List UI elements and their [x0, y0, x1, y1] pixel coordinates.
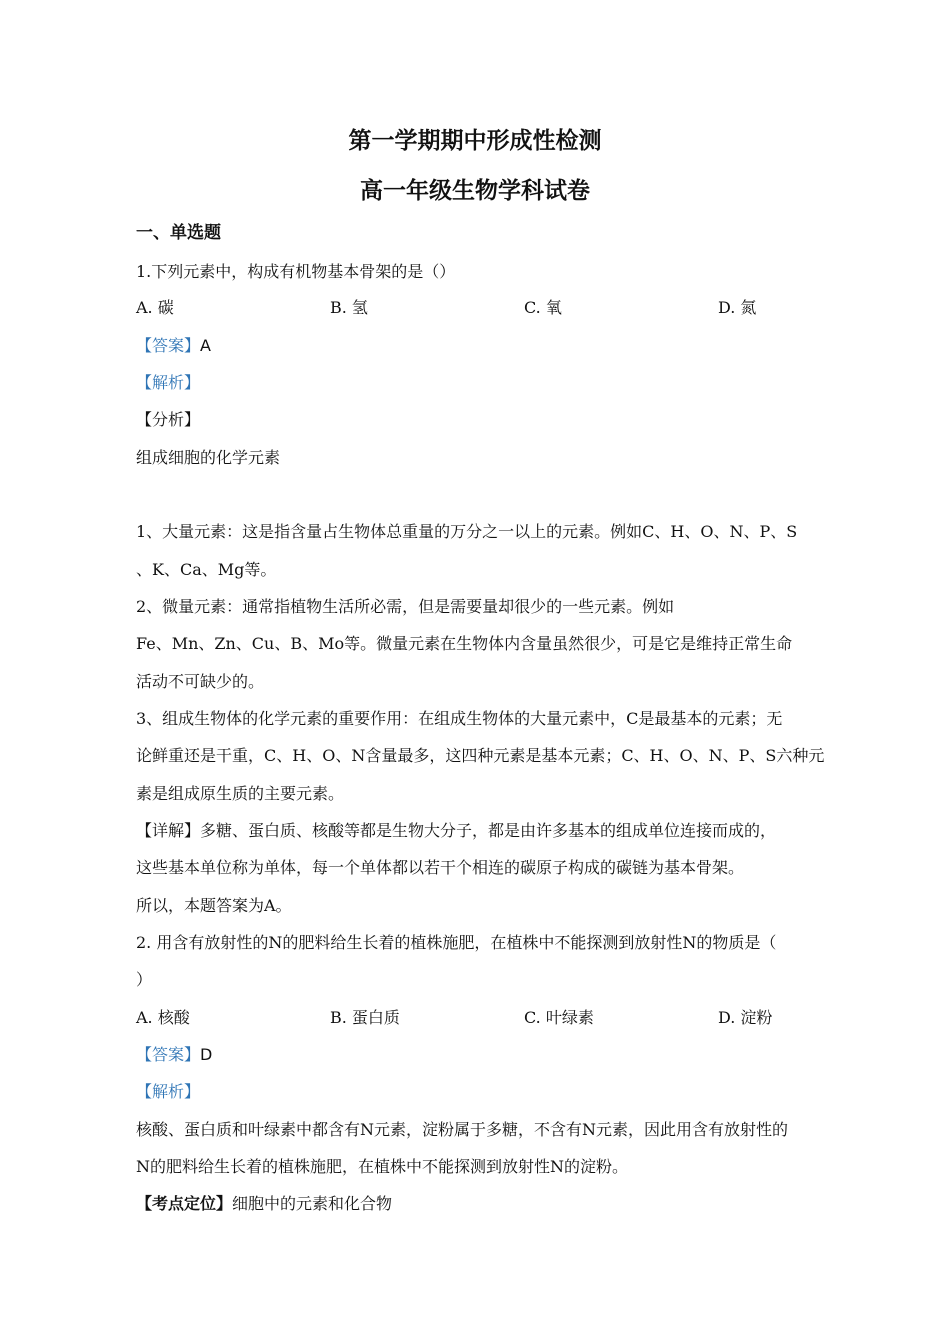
q1-option-b: B. 氢	[330, 298, 368, 317]
q1-detail-b: 这些基本单位称为单体，每一个单体都以若干个相连的碳原子构成的碳链为基本骨架。	[136, 858, 745, 877]
q1-topic: 组成细胞的化学元素	[136, 448, 281, 467]
q2-kaodian	[136, 1194, 392, 1214]
q2-explain-b: N的肥料给生长着的植株施肥，在植株中不能探测到放射性N的淀粉。	[136, 1157, 629, 1176]
answer-value: A	[200, 336, 211, 355]
q1-paragraph-2a: 2、微量元素：通常指植物生活所必需，但是需要量却很少的一些元素。例如	[136, 597, 675, 616]
q1-paragraph-3b: 论鲜重还是干重，C、H、O、N含量最多，这四种元素是基本元素；C、H、O、N、P、S六种元	[136, 746, 825, 765]
q1-detail-a: 【详解】多糖、蛋白质、核酸等都是生物大分子，都是由许多基本的组成单位连接而成的，	[136, 821, 777, 840]
q1-analysis-label: 【解析】	[136, 373, 201, 392]
q1-conclusion: 所以，本题答案为A。	[136, 896, 292, 915]
q2-explain-a: 核酸、蛋白质和叶绿素中都含有N元素，淀粉属于多糖，不含有N元素，因此用含有放射性的	[136, 1120, 789, 1139]
q2-analysis-label: 【解析】	[136, 1082, 201, 1101]
q1-paragraph-2c: 活动不可缺少的。	[136, 672, 265, 691]
q1-paragraph-3a: 3、组成生物体的化学元素的重要作用：在组成生物体的大量元素中，C是最基本的元素；无	[136, 709, 783, 728]
q2-option-d: D. 淀粉	[718, 1008, 773, 1027]
q1-paragraph-3c: 素是组成原生质的主要元素。	[136, 784, 345, 803]
q2-option-c: C. 叶绿素	[524, 1008, 594, 1027]
q1-paragraph-1a: 1、大量元素：这是指含量占生物体总重量的万分之一以上的元素。例如C、H、O、N、P、S	[136, 522, 798, 541]
answer-label: 【答案】	[136, 1045, 201, 1064]
title-line-1: 第一学期期中形成性检测	[348, 127, 602, 154]
q2-answer	[136, 1045, 212, 1065]
q1-stem: 1.下列元素中，构成有机物基本骨架的是（）	[136, 262, 456, 281]
q2-stem-a: 2. 用含有放射性的N的肥料给生长着的植株施肥，在植株中不能探测到放射性N的物质是（	[136, 933, 777, 952]
kaodian-value: 细胞中的元素和化合物	[232, 1194, 393, 1213]
q1-option-a: A. 碳	[136, 298, 174, 317]
answer-value: D	[200, 1045, 213, 1064]
q1-fenxi-label: 【分析】	[136, 410, 201, 429]
section-heading: 一、单选题	[136, 223, 221, 243]
answer-label: 【答案】	[136, 336, 201, 355]
q2-option-b: B. 蛋白质	[330, 1008, 400, 1027]
q1-option-c: C. 氧	[524, 298, 562, 317]
title-line-2: 高一年级生物学科试卷	[360, 177, 590, 204]
kaodian-label: 【考点定位】	[136, 1194, 233, 1213]
q1-paragraph-2b: Fe、Mn、Zn、Cu、B、Mo等。微量元素在生物体内含量虽然很少，可是它是维持正常生命	[136, 634, 793, 653]
q1-option-d: D. 氮	[718, 298, 757, 317]
q2-stem-b: ）	[136, 970, 153, 989]
q1-answer	[136, 336, 211, 356]
q2-option-a: A. 核酸	[136, 1008, 190, 1027]
q1-paragraph-1b: 、K、Ca、Mg等。	[136, 560, 277, 579]
